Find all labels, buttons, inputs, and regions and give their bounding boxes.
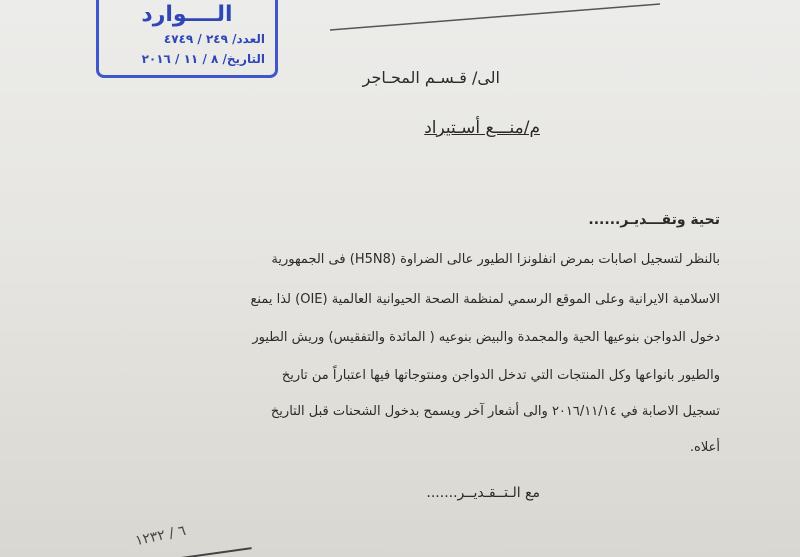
body-line-5: تسجيل الاصابة في ٢٠١٦/١١/١٤ والى أشعار آخر ويسمح بدخول الشحنات قبل التاريخ	[270, 404, 720, 419]
closing-line: مع الـتــقـديــر.......	[426, 485, 540, 501]
handwritten-note: ٦ / ١٢٣٢	[133, 522, 188, 550]
body-line-3: دخول الدواجن بنوعيها الحية والمجمدة والبيض بنوعيه ( المائدة والتفقيس) وريش الطيور	[252, 330, 720, 345]
body-line-4: والطيور بانواعها وكل المنتجات التي تدخل الدواجن ومنتوجاتها فيها اعتباراً من تاريخ	[281, 368, 720, 383]
stamp-number: العدد/ ٢٤٩ / ٤٧٤٩	[163, 32, 265, 46]
body-line-1: بالنظر لتسجيل اصابات بمرض انفلونزا الطيور عالى الضراوة (H5N8) فى الجمهورية	[271, 252, 720, 267]
body-line-2: الاسلامية الايرانية وعلى الموقع الرسمي لمنظمة الصحة الحيوانية العالمية (OIE) لذا يمنع	[250, 292, 720, 307]
pen-scribble	[330, 0, 660, 40]
stamp-title: الــــوارد	[141, 2, 233, 27]
recipient-line: الى/ قـسـم المحـاجر	[362, 68, 500, 87]
stamp-date: التاريخ/ ٨ / ١١ / ٢٠١٦	[141, 52, 265, 66]
incoming-stamp	[96, 0, 278, 78]
subject-line: م/منـــع أسـتيراد	[424, 118, 540, 138]
body-line-6: أعلاه.	[689, 440, 720, 455]
greeting-line: تحية وتقـــديـر......	[588, 212, 720, 228]
